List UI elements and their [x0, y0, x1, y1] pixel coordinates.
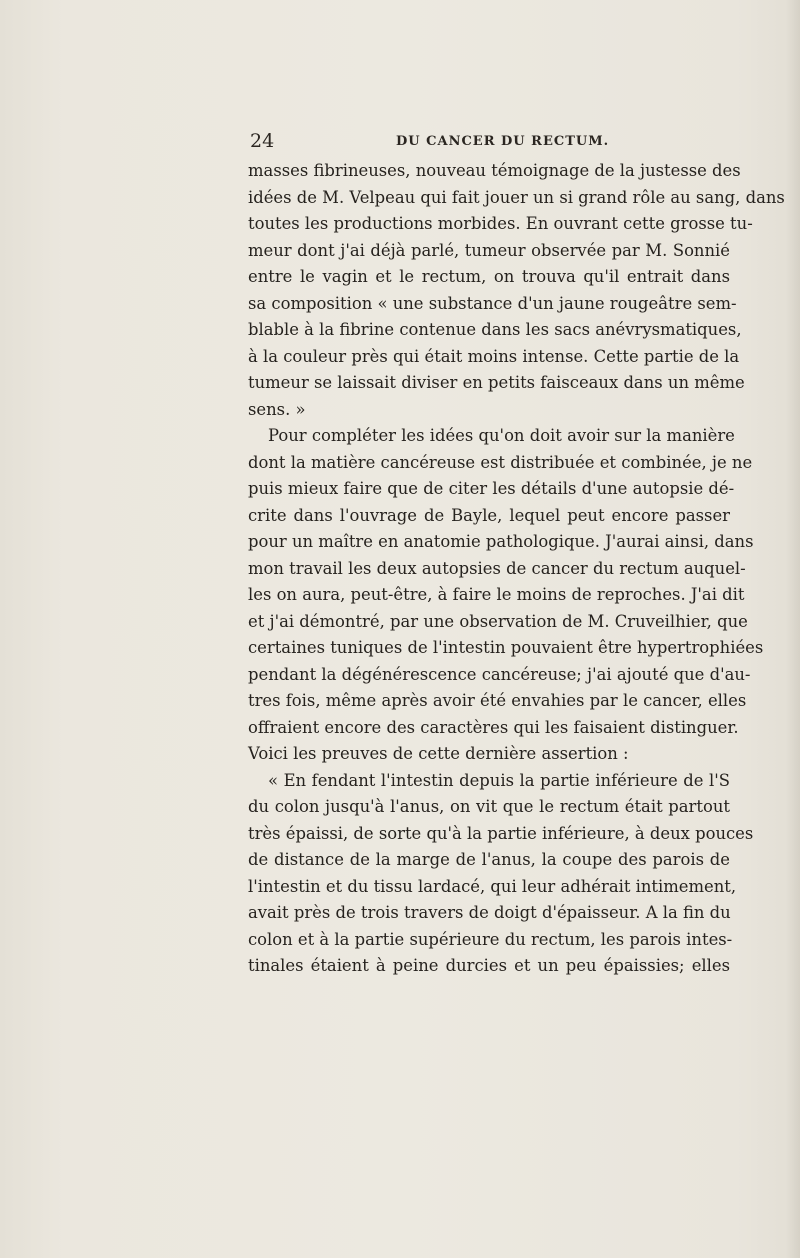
running-title: DU CANCER DU RECTUM. — [396, 134, 610, 149]
text-line: toutes les productions morbides. En ouvrant cette grosse tu- — [248, 214, 753, 233]
text-line: idées de M. Velpeau qui fait jouer un si grand rôle au sang, dans — [248, 187, 785, 207]
text-line: l'intestin et du tissu lardacé, qui leur adhérait intimement, — [248, 876, 737, 896]
text-line: offraient encore des caractères qui les faisaient distinguer. — [248, 717, 739, 737]
text-line: tinales étaient à peine durcies et un peu épaissies; elles — [248, 956, 730, 975]
page-edge-shadow — [786, 0, 800, 1258]
text-line: puis mieux faire que de citer les détails d'une autopsie dé- — [248, 479, 735, 498]
paragraph-start-line: « En fendant l'intestin depuis la partie inférieure de l'S — [268, 770, 730, 790]
text-line: colon et à la partie supérieure du rectum, les parois intes- — [248, 929, 733, 949]
text-line: pour un maître en anatomie pathologique. J'aurai ainsi, dans — [248, 532, 754, 551]
text-line: tumeur se laissait diviser en petits faisceaux dans un même — [248, 373, 745, 392]
text-line: et j'ai démontré, par une observation de M. Cruveilhier, que — [248, 611, 748, 631]
running-header — [250, 130, 730, 156]
text-line: sa composition « une substance d'un jaune rougeâtre sem- — [248, 293, 737, 313]
text-line: les on aura, peut-être, à faire le moins de reproches. J'ai dit — [248, 585, 745, 604]
text-line: tres fois, même après avoir été envahies par le cancer, elles — [248, 691, 747, 710]
paragraph-start-line: Pour compléter les idées qu'on doit avoir sur la manière — [268, 426, 735, 445]
page-number: 24 — [250, 130, 275, 152]
text-line: du colon jusqu'à l'anus, on vit que le rectum était partout — [248, 797, 730, 816]
text-line: sens. » — [248, 399, 306, 419]
text-line: crite dans l'ouvrage de Bayle, lequel peut encore passer — [248, 505, 730, 525]
text-line: avait près de trois travers de doigt d'épaisseur. A la fin du — [248, 903, 731, 922]
text-line: entre le vagin et le rectum, on trouva qu'il entrait dans — [248, 267, 730, 286]
text-line: Voici les preuves de cette dernière assertion : — [248, 744, 629, 763]
text-line: très épaissi, de sorte qu'à la partie inférieure, à deux pouces — [248, 823, 754, 843]
text-line: mon travail les deux autopsies de cancer du rectum auquel- — [248, 558, 746, 578]
text-line: blable à la fibrine contenue dans les sacs anévrysmatiques, — [248, 320, 742, 339]
body-text — [248, 158, 785, 980]
text-line: masses fibrineuses, nouveau témoignage de la justesse des — [248, 161, 741, 180]
text-line: meur dont j'ai déjà parlé, tumeur observée par M. Sonnié — [248, 240, 730, 260]
text-line: à la couleur près qui était moins intense. Cette partie de la — [248, 346, 740, 366]
text-line: certaines tuniques de l'intestin pouvaient être hypertrophiées — [248, 638, 764, 657]
text-line: de distance de la marge de l'anus, la coupe des parois de — [248, 850, 730, 869]
text-line: pendant la dégénérescence cancéreuse; j'ai ajouté que d'au- — [248, 664, 751, 684]
text-line: dont la matière cancéreuse est distribuée et combinée, je ne — [248, 452, 753, 472]
